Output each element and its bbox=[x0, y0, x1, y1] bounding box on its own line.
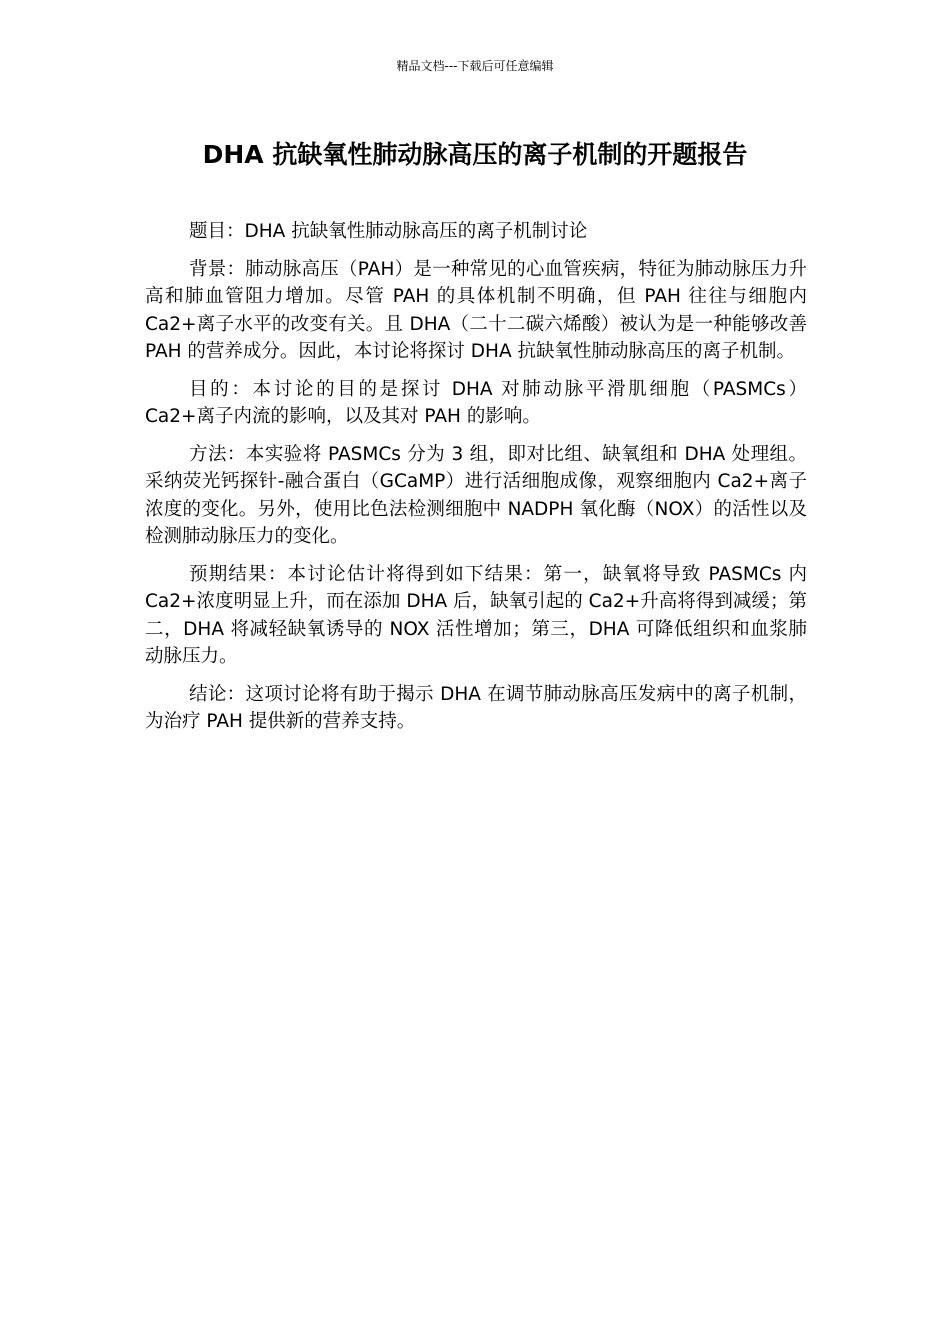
paragraph-conclusion: 结论：这项讨论将有助于揭示 DHA 在调节肺动脉高压发病中的离子机制，为治疗 PAH 提供新的营养支持。 bbox=[145, 683, 807, 732]
page-header: 精品文档---下载后可任意编辑 bbox=[396, 59, 554, 73]
paragraph-background: 背景：肺动脉高压（PAH）是一种常见的心血管疾病，特征为肺动脉压力升高和肺血管阻力增加。尽管 PAH 的具体机制不明确，但 PAH 往往与细胞内 Ca2+离子水平的改变有关。且 DHA（二十二碳六烯酸）被认为是一种能够改善 PAH 的营养成分。因此，本讨论将探讨 DHA 抗缺氧性肺动脉高压的离子机制。 bbox=[145, 258, 807, 362]
paragraph-method: 方法：本实验将 PASMCs 分为 3 组，即对比组、缺氧组和 DHA 处理组。采纳荧光钙探针-融合蛋白（GCaMP）进行活细胞成像，观察细胞内 Ca2+离子浓度的变化。另外，使用比色法检测细胞中 NADPH 氧化酶（NOX）的活性以及检测肺动脉压力的变化。 bbox=[145, 443, 807, 547]
document-title: DHA 抗缺氧性肺动脉高压的离子机制的开题报告 bbox=[202, 140, 748, 169]
paragraph-objective: 目的：本讨论的目的是探讨 DHA 对肺动脉平滑肌细胞（PASMCs）Ca2+离子内流的影响，以及其对 PAH 的影响。 bbox=[145, 378, 807, 427]
paragraph-expected-results: 预期结果：本讨论估计将得到如下结果：第一，缺氧将导致 PASMCs 内 Ca2+浓度明显上升，而在添加 DHA 后，缺氧引起的 Ca2+升高将得到减缓；第二，DHA 将减轻缺氧诱导的 NOX 活性增加；第三，DHA 可降低组织和血浆肺动脉压力。 bbox=[145, 563, 807, 667]
paragraph-topic: 题目：DHA 抗缺氧性肺动脉高压的离子机制讨论 bbox=[189, 221, 588, 242]
document-body bbox=[145, 218, 807, 746]
